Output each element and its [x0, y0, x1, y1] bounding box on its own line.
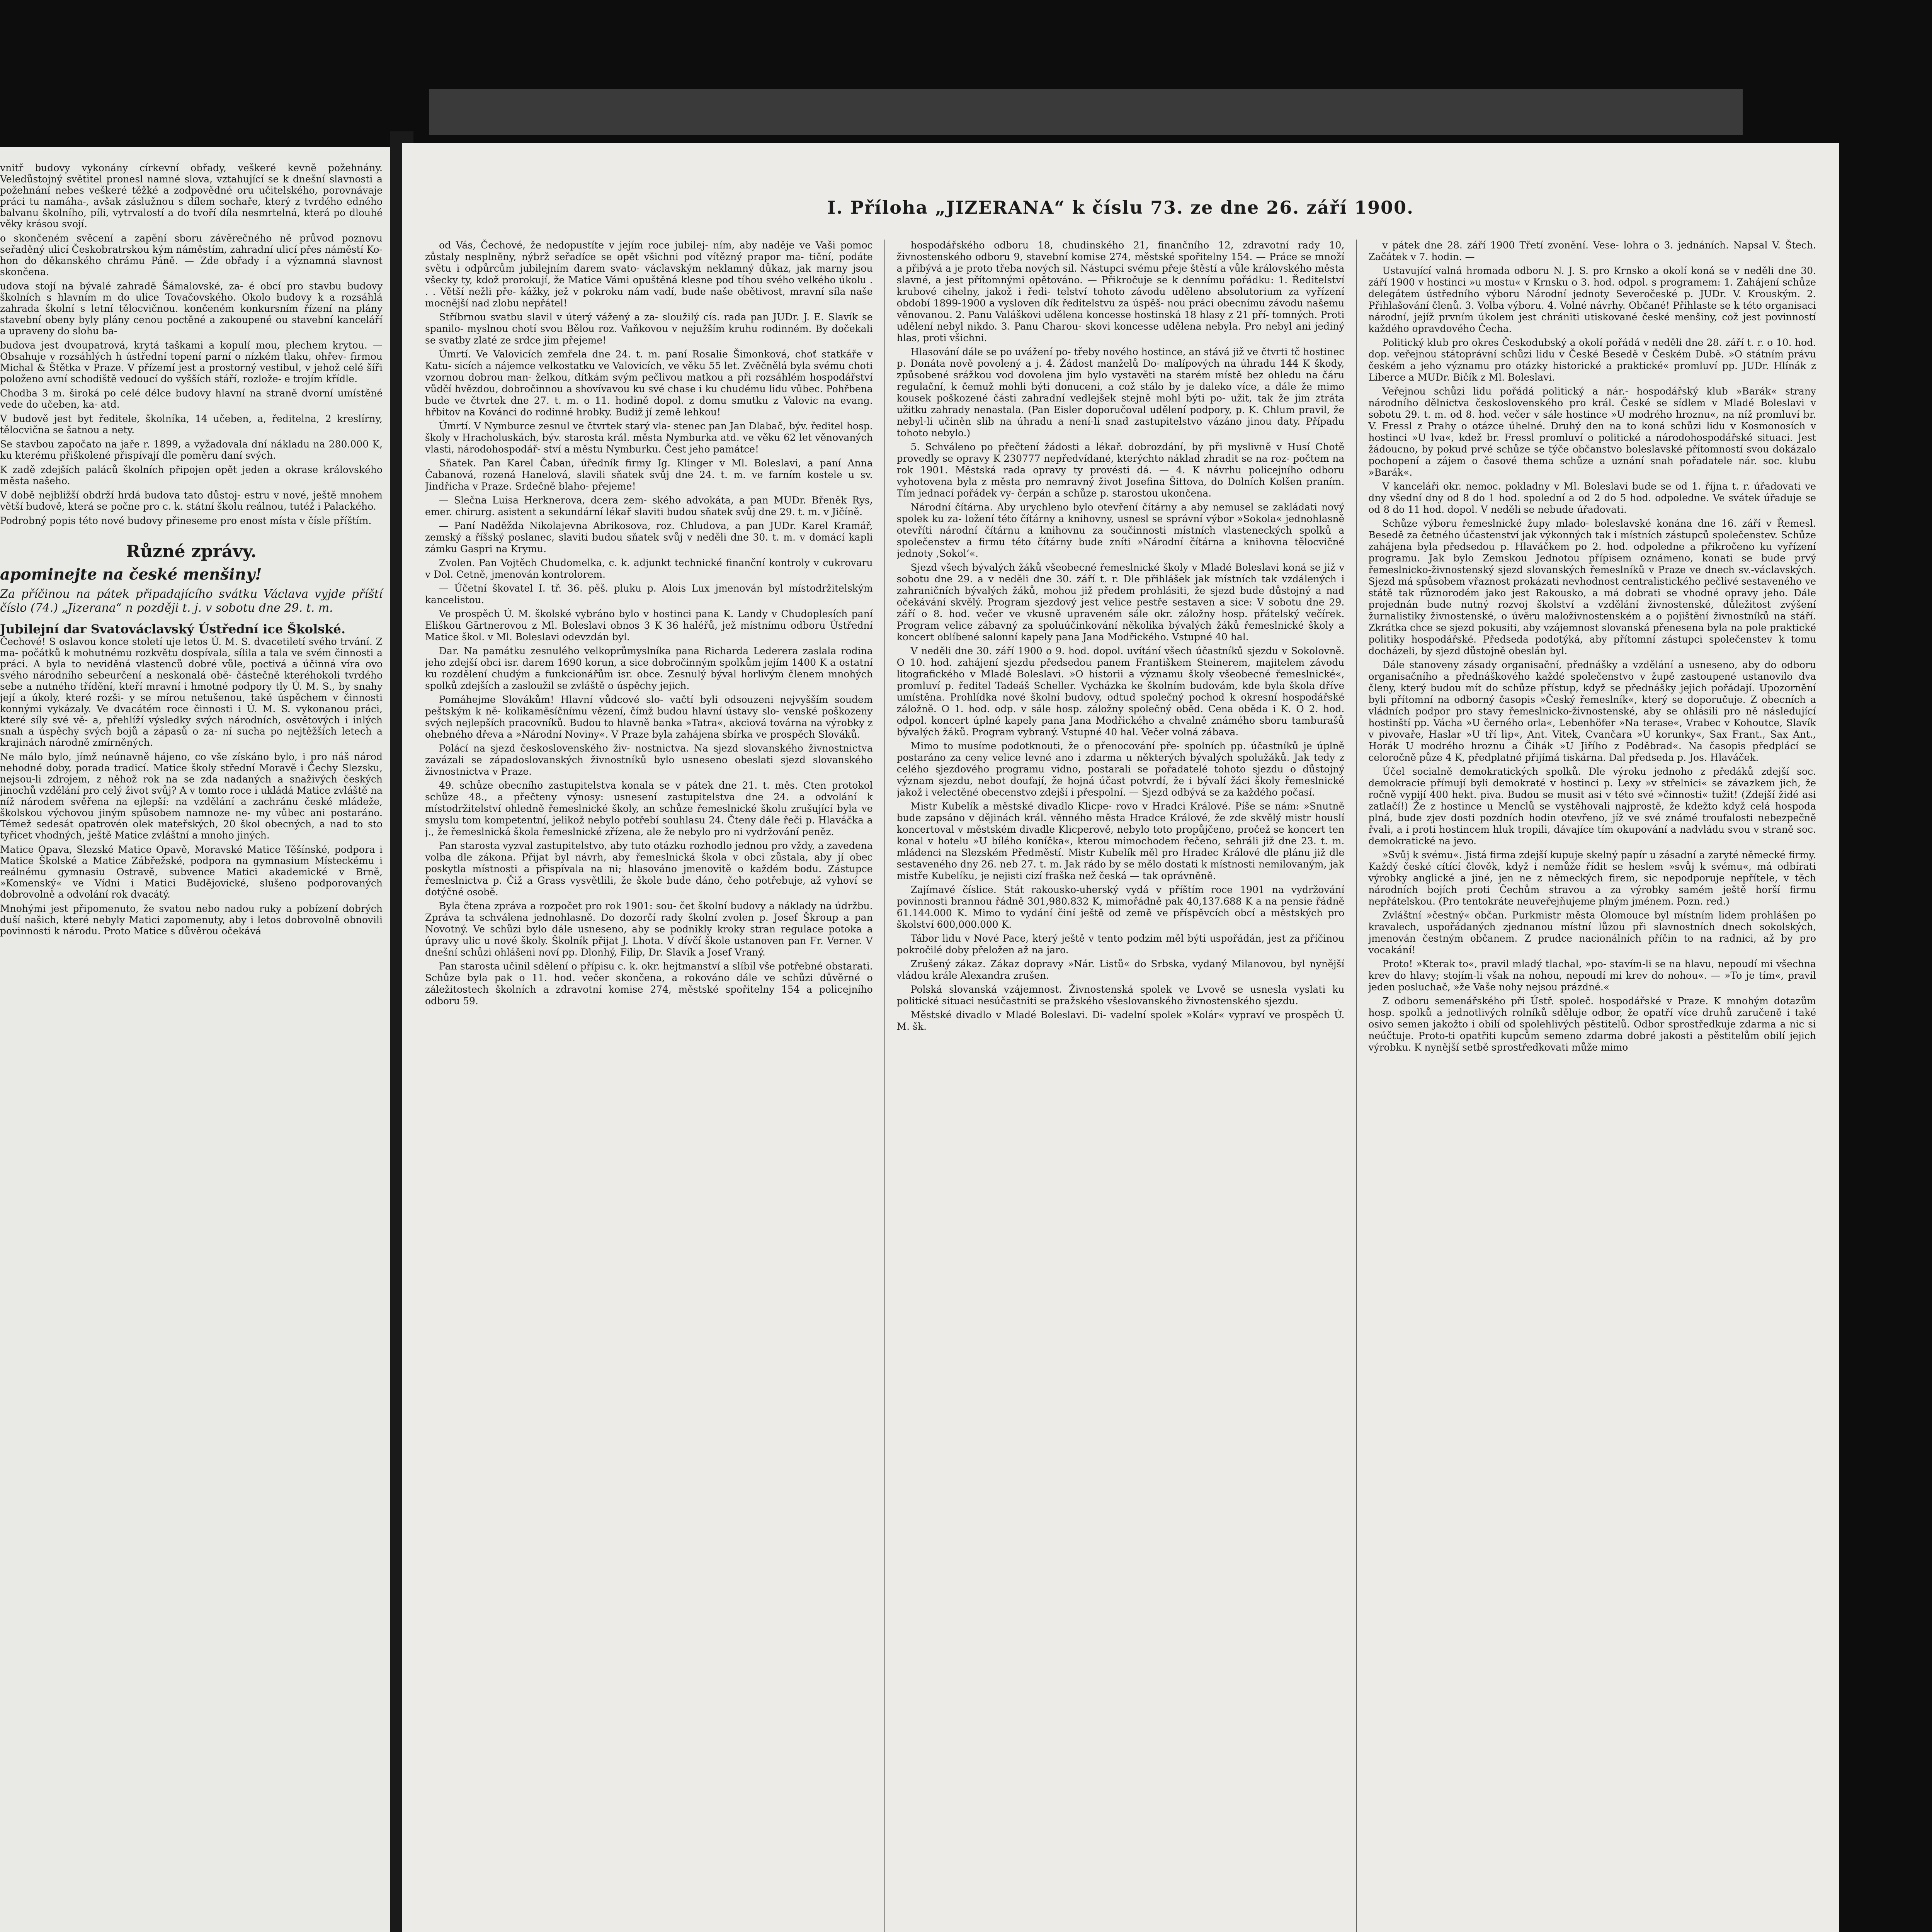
left-paragraph: Podrobný popis této nové budovy přineseme pro enost místa v čísle příštím. — [0, 515, 372, 526]
article-paragraph: Politický klub pro okres Českodubský a okolí pořádá v neděli dne 28. září t. r. o 10. hod. dop. veřejnou státoprávní schůzi lidu v České Besedě v Českém Dubě. »O státním právu českém a jeho významu pro otázky historické a praktické« promluví pp. JUDr. Hlínák z Liberce a MUDr. Bičík z Ml. Boleslavi. — [1368, 337, 1816, 383]
article-paragraph: — Paní Naděžda Nikolajevna Abrikosova, roz. Chludova, a pan JUDr. Karel Kramář, zemský a říšský poslanec, slaviti budou sňatek svůj v neděli dne 30. t. m. v domácí kapli zámku Gaspri na Krymu. — [425, 520, 873, 554]
article-paragraph: Pan starosta učinil sdělení o přípisu c. k. okr. hejtmanství a slíbil vše potřebné obstarati. Schůze byla pak o 11. hod. večer skončena, a rokováno dále ve schůzi důvěrné o záležitostech školních a zdravotní komise 274, městské spořitelny 154 a policejního odboru 59. — [425, 961, 873, 1007]
page-header: I. Příloha „JIZERANA“ k číslu 73. ze dne 26. září 1900. — [827, 197, 1414, 218]
article-heading: Jubilejní dar Svatováclavský Ústřední ice Školské. — [0, 622, 345, 636]
column-rule — [1356, 240, 1357, 1932]
article-paragraph: Zvolen. Pan Vojtěch Chudomelka, c. k. adjunkt technické finanční kontroly v cukrovaru v Dol. Cetně, jmenován kontrolorem. — [425, 557, 873, 580]
article-paragraph: Mistr Kubelík a městské divadlo Klicpe- rovo v Hradci Králové. Píše se nám: »Snutně bude zapsáno v dějinách král. věnného města Hradce Králové, že zde skvělý mistr houslí koncertoval v městském divadle Klicperově, nebylo toto propůjčeno, pročež se koncert ten konal v hotelu »U bílého koníčka«, kterou mimochodem řečeno, sehráli již dne 23. t. m. mládenci na Slezském Předměstí. Mistr Kubelík měl pro Hradec Králové dle plánu již dle sestaveného dny 26. neb 27. t. m. Jak rádo by se mělo dostati k místnosti nemilovaným, jak mistře Kubelíku, je nejisti cizí fraška než česká — tak oprávněně. — [896, 801, 1345, 881]
left-page — [0, 147, 390, 1932]
article-paragraph: Sňatek. Pan Karel Čaban, úředník firmy Ig. Klinger v Ml. Boleslavi, a paní Anna Čabanová, rozená Hanelová, slavili sňatek svůj dne 24. t. m. ve farním kostele u sv. Jindřicha v Praze. Srdečně blaho- přejeme! — [425, 457, 873, 492]
article-paragraph: Stříbrnou svatbu slavil v úterý vážený a za- sloužilý cís. rada pan JUDr. J. E. Slavík se spanilo- myslnou chotí svou Bělou roz. Vaňkovou v nejužším kruhu rodinném. By dočekali se svatby zlaté ze srdce jim přejeme! — [425, 311, 873, 346]
left-paragraph: V budově jest byt ředitele, školníka, 14 učeben, a, ředitelna, 2 kreslírny, tělocvična se šatnou a nety. — [0, 413, 383, 435]
right-page — [402, 143, 1839, 1932]
left-paragraph: Ne málo bylo, jímž neúnavně hájeno, co vše získáno bylo, i pro náš národ nehodné doby, porada tradicí. Matice školy střední Moravě i Čechy Slezsku, nejsou-li zdrojem, z něhož rok na se zda nadaných a snaživých českých jinochů vzdělání pro celý život svůj? A v tomto roce i ukládá Matice zvláště na níž národem svěřena na ejlepší: na vzdělání a zachránu české mládeže, školskou výchovou jiným spůsobem namnoze ne- my vůbec ani postaráno. Témež sedesát opatrovén olek mateřských, 20 škol obecných, a nad to sto tyřicet vhodných, ještě Matice zvláštní a mnoho jiných. — [0, 751, 383, 841]
article-paragraph: Účel socialně demokratických spolků. Dle výroku jednoho z předáků zdejší soc. demokracie přímují byli demokraté v hostinci p. Lexy »v střelnici« se závazkem jich, že ročně vypijí 400 hekt. piva. Budou se musit asi v této své »činnosti« tužit! (Zdejší židé asi zatlačí!) Že z hostince u Menclů se vystěhovali najprostě, že kdežto když celá hospoda plná, bude zjev dosti pozdních hodin otevřeno, jíž ve své známé troufalosti nebezpečně řvali, a i proti hostincem hluk tropili, dávajíce tím okupování a nadvládu svou v straně soc. demokratické na jevo. — [1368, 766, 1816, 847]
article-paragraph: Úmrtí. Ve Valovicích zemřela dne 24. t. m. paní Rosalie Šimonková, choť statkáře v Katu- sicích a nájemce velkostatku ve Valovicích, ve věku 55 let. Zvěčnělá byla svému choti vzornou dobrou man- želkou, dítkám svým pečlivou matkou a při rozsáhlém hospodářství vůdčí hvězdou, dobročinnou a shovívavou ku své chase i ku chudému lidu vůbec. Pohřbena bude ve čtvrtek dne 27. t. m. o 11. hodině dopol. z domu smutku z Valovic na evang. hřbitov na Kovánci do rodinné hrobky. Budiž jí země lehkou! — [425, 349, 873, 418]
article-paragraph: Zajímavé číslice. Stát rakousko-uherský vydá v příštím roce 1901 na vydržování povinnosti brannou řádně 301,980.832 K, mimořádně pak 40,137.688 K a na pensie řádně 61.144.000 K. Mimo to vydání činí ještě od země ve příspěvcích obcí a městských pro školství 600,000.000 K. — [896, 884, 1345, 930]
left-paragraph: Chodba 3 m. široká po celé délce budovy hlavní na straně dvorní umístěné vede do učeben, ka- atd. — [0, 388, 383, 410]
left-paragraph: V době nejbližší obdrží hrdá budova tato důstoj- estru v nové, ještě mnohem větší budově, která se počne pro c. k. státní školu reálnou, tutéž i Palackého. — [0, 490, 383, 512]
notice-italic: Za příčinou na pátek připadajícího svátku Václava vyjde příští číslo (74.) „Jizerana“ n později t. j. v sobotu dne 29. t. m. — [0, 587, 383, 615]
torn-page-edge — [429, 89, 1743, 135]
article-paragraph: — Slečna Luisa Herknerova, dcera zem- ského advokáta, a pan MUDr. Břeněk Rys, emer. chirurg. asistent a sekundární lékař slaviti budou sňatek svůj dne 29. t. m. v Jičíně. — [425, 495, 873, 517]
article-paragraph: Národní čítárna. Aby urychleno bylo otevření čítárny a aby nemusel se zakládati nový spolek ku za- ložení této čítárny a knihovny, usnesl se správní výbor »Sokola« jednohlasně otevříti národní čítárnu a knihovnu za součinnosti místních vlasteneckých spolků a společenstev a firmu této čítárny bude zníti »Národní čítárna a knihovna tělocvičné jednoty ‚Sokol‘«. — [896, 502, 1345, 559]
article-paragraph: 5. Schváleno po přečtení žádosti a lékař. dobrozdání, by při myslivně v Husí Chotě provedly se opravy K 230777 nepředvídané, kterýchto náklad zhradit se na roz- počtem na rok 1901. Městská rada opravy ty provésti dá. — 4. K návrhu policejního odboru vyhotovena byla z města pro nemravný život Josefina Šittova, do Dolních Kolšen praním. Tím jednací pořádek vy- čerpán a schůze p. starostou ukončena. — [896, 441, 1345, 499]
left-paragraph: K zadě zdejších paláců školních připojen opět jeden a okrase královského města našeho. — [0, 464, 383, 486]
article-paragraph: V neděli dne 30. září 1900 o 9. hod. dopol. uvítání všech účastníků sjezdu v Sokolovně. O 10. hod. zahájení sjezdu předsedou panem Františkem Steinerem, majitelem závodu litografického v Mladé Boleslavi. »O historii a významu školy všeobecné řemeslnické«, promluví p. ředitel Tadeáš Scheller. Vycházka ke školním budovám, kde byla škola dříve umístěna. Prohlídka nové školní budovy, odtud společný pochod k okresní hospodářské záložně. O 1. hod. odp. v sále hosp. záložny společný oběd. Cena oběda i K. O 2. hod. odpol. koncert úplné kapely pana Jana Modřického a chvalně známého sboru tamburašů bývalých žáků. Program vybraný. Vstupné 40 hal. Večer volná zábava. — [896, 645, 1345, 738]
warning-headline: apominejte na české menšiny! — [0, 565, 262, 583]
article-paragraph: Zrušený zákaz. Zákaz dopravy »Nár. Listů« do Srbska, vydaný Milanovou, byl nynější vládou krále Alexandra zrušen. — [896, 958, 1345, 981]
article-paragraph: 49. schůze obecního zastupitelstva konala se v pátek dne 21. t. měs. Cten protokol schůze 48., a přečteny výnosy: usnesení zastupitelstva dne 24. a odvolání k místodržitelství ohledně řemeslnické školy, an schůze řemeslnické školu zrušující byla ve smyslu tom kompetentní, jelikož nebylo potřebí souhlasu 24. Čteny dále řeči p. Hlaváčka a j., že řemeslnická škola řemeslnické zřízena, ale že nebylo pro ni vydržování peněz. — [425, 780, 873, 837]
article-paragraph: Z odboru semenářského při Ústř. společ. hospodářské v Praze. K mnohým dotazům hosp. spolků a jednotlivých rolníků sděluje odbor, že opatří více druhů zaručeně i také osivo semen jakožto i obilí od spolehlivých pěstitelů. Odbor sprostředkuje zdarma a nic si neúčtuje. Proto-ti opatřiti kupcům semeno zdarma dobré jakosti a pěstitelům obilí jejich výrobku. K nynější setbě sprostředkovati může mimo — [1368, 995, 1816, 1053]
article-paragraph: Sjezd všech bývalých žáků všeobecné řemeslnické školy v Mladé Boleslavi koná se již v sobotu dne 29. a v neděli dne 30. září t. r. Dle přihlášek jak místních tak vzdálených i zahraničních bývalých žáků, mohou již předem prohlásiti, že sjezd bude důstojný a nad očekávání skvělý. Program sjezdový jest velice pestře sestaven a sice: V sobotu dne 29. září o 8. hod. večer ve vkusně upraveném sále okr. záložny hosp. přátelský večírek. Program velice zábavný za spoluúčinkování několika bývalých žáků řemeslnické školy a koncert oblíbené salonní kapely pana Jana Modřického. Vstupné 40 hal. — [896, 562, 1345, 643]
article-paragraph: Ustavující valná hromada odboru N. J. S. pro Krnsko a okolí koná se v neděli dne 30. září 1900 v hostinci »u mostu« v Krnsku o 3. hod. odpol. s programem: 1. Zahájení schůze delegátem ústředního výboru Národní jednoty Severočeské p. JUDr. V. Krouským. 2. Přihlašování členů. 3. Volba výboru. 4. Volné návrhy. Občané! Přihlaste se k této organisaci národní, jejíž prvním úkolem jest chrániti utiskované české menšiny, což jest povinností každého opravdového Čecha. — [1368, 265, 1816, 334]
article-paragraph: — Účetní škovatel I. tř. 36. pěš. pluku p. Alois Lux jmenován byl místodržitelským kancelistou. — [425, 583, 873, 605]
article-paragraph: Dále stanoveny zásady organisační, přednášky a vzdělání a usneseno, aby do odboru organisačního a přednáškového každé společenstvo v župě zastoupené ustanovilo dva členy, který budou mít do schůze přístup, když se přednášky jejich pořádají. Upozornění byli přítomní na odborný časopis »Český řemeslník«, který se doporučuje. Z obecních a vládních podpor pro stavy řemeslnicko-živnostenské, aby se ohlásili pro ně následující hostinští pp. Vácha »U černého orla«, Lebenhöfer »Na terase«, Vrabec v Kohoutce, Slavík v pivovaře, Haslar »U tří lip«, Ant. Vitek, Cvančara »U korunky«, Sax Frant., Sax Ant., Horák U modrého hroznu a Čihák »U Jiřího z Poděbrad«. Na časopis předplácí se celoročně půze 4 K, předplatné přijímá tiskárna. Dal předseda p. Jos. Hlaváček. — [1368, 659, 1816, 763]
article-paragraph: Pomáhejme Slovákům! Hlavní vůdcové slo- vačtí byli odsouzeni nejvyšším soudem peštským k ně- kolikaměsíčnímu vězení, čímž budou hlavní ústavy slo- venské poškozeny svých nejlepších pracovníků. Budou to hlavně banka »Tatra«, akciová továrna na výrobky z ohebného dřeva a »Národní Noviny«. V Praze byla zahájena sbírka ve prospěch Slováků. — [425, 694, 873, 740]
left-paragraph: o skončeném svěcení a zapění sboru závěrečného ně průvod poznovu seřaděný ulicí Českobratrskou kým náměstím, zahradní ulicí přes náměstí Ko- hon do děkanského chrámu Páně. — Zde obřady í a významná slavnost skončena. — [0, 233, 383, 277]
article-paragraph: Tábor lidu v Nové Pace, který ještě v tento podzim měl býti uspořádán, jest za příčinou pokročilé doby přeložen až na jaro. — [896, 933, 1345, 956]
column-3 — [1368, 240, 1816, 1932]
article-paragraph: Ve prospěch Ú. M. školské vybráno bylo v hostinci pana K. Landy v Chudoplesích paní Eliškou Gärtnerovou z Ml. Boleslavi obnos 3 K 36 haléřů, jež místnímu odboru Ústřední Matice škol. v Ml. Boleslavi odevzdán byl. — [425, 608, 873, 643]
article-paragraph: Dar. Na památku zesnulého velkoprůmyslníka pana Richarda Lederera zaslala rodina jeho zdejší obci isr. darem 1690 korun, a sice dobročinným spolkům jejím 1400 K a ostatní ku rozdělení chudým a funkcionářům isr. obce. Zesnulý býval horlivým členem mnohých spolků zdejších a zasloužil se zvláště o úspěchy jejich. — [425, 645, 873, 691]
article-paragraph: Mimo to musíme podotknouti, že o přenocování pře- spolních pp. účastníků je úplně postaráno za ceny velice levné ano i zdarma u některých bývalých spolužáků. Jak tedy z celého sjezdového programu vidno, postarali se pořadatelé tohoto sjezdu o důstojný význam sjezdu, nebot doufají, že hojná účast potvrdí, že i bývalí žáci školy řemeslnické jakož i velectěné obecenstvo zdejší i přespolní. — Sjezd odbývá se za každého počasí. — [896, 740, 1345, 798]
left-paragraph: Se stavbou započato na jaře r. 1899, a vyžadovala dní nákladu na 280.000 K, ku kterému přiškolené přispívají dle poměru daní svých. — [0, 439, 383, 461]
article-paragraph: hospodářského odboru 18, chudinského 21, finančního 12, zdravotní rady 10, živnostenského odboru 9, stavební komise 274, městské spořitelny 154. — Práce se množí a přibývá a je proto třeba nových sil. Nástupci svému přeje štěstí a vůle královského města slavné, a jest přítomnými opětováno. — Přikročuje se k dennímu pořádku: 1. Ředitelství krubové cihelny, jakož i ředi- telství tohoto závodu uděleno absolutorium za vyřízení období 1899-1900 a vysloven dík ředitelstvu za úspěš- nou práci obecnímu závodu našemu věnovanou. 2. Panu Valáškovi udělena koncesse hostinská 18 hlasy z 21 pří- tomných. Proti udělení nebyl nikdo. 3. Panu Charou- skovi koncesse udělena nebyla. Pro nebyl ani jediný hlas, proti všichni. — [896, 240, 1345, 344]
column-rule — [884, 240, 885, 1932]
article-paragraph: »Svůj k svému«. Jistá firma zdejší kupuje skelný papír u zásadní a zaryté německé firmy. Každý české cítící člověk, když i nemůže řídit se heslem »svůj k svému«, má odbírati výrobky anglické a jiné, jen ne z německých firem, sic nepodporuje nepřítele, v těch národních bojích proti Čechům stravou a za výrobky samém ještě horší firmu nepřátelskou. (Pro tentokráte neuveřejňujeme plným jménem. Pozn. red.) — [1368, 849, 1816, 907]
left-paragraph: Čechové! S oslavou konce století uje letos Ú. M. S. dvacetiletí svého trvání. Z ma- počátků k mohutnému rozkvětu dospívala, sílila a tala ve svém činnosti a práci. A byla to neviděná vlastenců dobré vůle, poctivá a účinná víra ovo svého národního sebeurčení a neskonalá obě- částečně kteréhokoli tvrdého sebe a nutného třídění, kteří mravní i hmotné podpory tly Ú. M. S., by snahy její a úkoly, které rozši- y se mírou netušenou, také úspěchem v činnosti konnými vykázaly. Ve dvacátém roce činnosti i Ú. M. S. vykonanou práci, které síly své vě- a, přehlíží výsledky svých národních, osvětových i inlých snah a úspěchy svých bojů a zápasů o za- ní sucha po nejtěžších letech a krajinách národně zmírněných. — [0, 636, 383, 748]
article-paragraph: Hlasování dále se po uvážení po- třeby nového hostince, an stává již ve čtvrti tč hostinec p. Donáta nově povolený a j. 4. Žádost manželů Do- malípových na úhradu 144 K škody, způsobené srážkou vod dovolena jim bylo vystavěti na starém místě bez ohledu na čáru regulační, k čemuž mohli býti donuceni, a což stálo by je daleko více, a dále že mimo kousek poškozené části zahradní vedlejšek stejně mohl býti po- užit, tak že jim ztráta užitku zahrady nenastala. (Pan Eisler doporučoval udělení podpory, p. K. Chlum pravil, že nebyl-li učiněn slib na úhradu a není-li snad zastupitelstvo vázáno jinou daty. Případu tohoto nebylo.) — [896, 346, 1345, 439]
article-paragraph: Veřejnou schůzi lidu pořádá politický a nár.- hospodářský klub »Barák« strany národního dělnictva československého pro král. České se sídlem v Mladé Boleslavi v sobotu 29. t. m. od 8. hod. večer v sále hostince »U modrého hroznu«, na níž promluví br. V. Fressl z Prahy o otázce úhelné. Druhý den na to koná schůzi lidu v Kosmonosích v hostinci »U lva«, kdež br. Fressl promluví o politické a národohospodářské situaci. Jest žádoucno, by pokud prvé schůze se týče občanstvo boleslavské přítomností svou dokázalo pochopení a zájem o časové thema schůze a uznání snah pořadatele nár. soc. klubu »Barák«. — [1368, 386, 1816, 478]
left-page-content — [0, 162, 383, 940]
left-paragraph: Matice Opava, Slezské Matice Opavě, Moravské Matice Těšínské, podpora i Matice Školské a Matice Zábřežské, podpora na gymnasium Místeckému i reálnému gymnasiu Ostravě, subvence Matici akademické v Brně, »Komenský« ve Vídni i Matici Budějovické, slušeno podporovaných dobrovolně a odvolání rok dvacátý. — [0, 844, 383, 900]
article-paragraph: Schůze výboru řemeslnické župy mlado- boleslavské konána dne 16. září v Řemesl. Besedě za četného účastenství jak výkonných tak i místních zástupců společenstev. Schůze zahájena byla předsedou p. Hlaváčkem po 2. hod. odpoledne a přikročeno ku vyřízení programu. Jak bylo Zemskou Jednotou přípisem oznámeno, konati se bude prvý řemeslnicko-živnostenský sjezd slovanských řemeslníků v Praze ve dnech sv.-václavských. Sjezd má spůsobem vřaznost prokázati nevhodnost centralistického pečlivé sestaveného ve státě tak různorodém jako jest Rakousko, a má dobrati se vhodné opravy jeho. Dále projednán bude nutný rozvoj školství a vzdělání živnostenské, důležitost zvýšení žurnalistiky živnostenské, o úvěru maloživnostenském a o pojištění živnostníků na stáří. Zkrátka chce se sjezd pokusiti, aby vzájemnost slovanská přenesena byla na pole praktické politiky hospodářské. Předseda podotýká, aby přítomní zástupci společenstev k tomu docházeli, by sjezd důstojně obeslán byl. — [1368, 518, 1816, 656]
article-paragraph: od Vás, Čechové, že nedopustíte v jejím roce jubilej- ním, aby naděje ve Vaši pomoc zůstaly nesplněny, nýbrž seřadíce se opět všichni pod vítězný prapor ma- tiční, podáte světu i odpůrcům jubilejním darem svato- václavským neklamný důkaz, jak marny jsou všecky ty, kdož prorokují, že Matice Vámi opuštěná klesne pod tíhou svého velkého úkolu . . . Větší nežli pře- kážky, jež v pokroku nám vadí, bude naše obětivost, mravní síla naše mocnější nad zlobu nepřátel! — [425, 240, 873, 309]
article-paragraph: Polská slovanská vzájemnost. Živnostenská spolek ve Lvově se usnesla vyslati ku politické situaci nesúčastniti se pražského všeslovanského živnostenského sjezdu. — [896, 984, 1345, 1007]
left-paragraph: udova stojí na bývalé zahradě Šámalovské, za- é obcí pro stavbu budovy školních s hlavním m do ulice Tovačovského. Okolo budovy k a rozsáhlá zahrada školní s letní tělocvičnou. končeném konkursním řízení na plány stavební obeny byly plány cenou poctěné a zakoupené ou stavební kanceláří a upraveny do slohu ba- — [0, 281, 383, 337]
article-paragraph: Pan starosta vyzval zastupitelstvo, aby tuto otázku rozhodlo jednou pro vždy, a zavedena volba dle zákona. Přijat byl návrh, aby řemeslnická škola v obci zůstala, aby jí obec poskytla místnosti a přispívala na ni; hlasováno jmenovitě o každém bodu. Zástupce řemeslnictva p. Čiž a Grass vysvětlili, že škole bude dáno, čeho potřebuje, až vyhoví se dotýčné osobě. — [425, 840, 873, 898]
column-2 — [897, 240, 1345, 1932]
article-paragraph: Městské divadlo v Mladé Boleslavi. Di- vadelní spolek »Kolár« vypraví ve prospěch Ú. M. šk. — [896, 1009, 1345, 1032]
column-1 — [425, 240, 873, 1932]
article-paragraph: Zvláštní »čestný« občan. Purkmistr města Olomouce byl místním lidem prohlášen po kravalech, uspořádaných zjednanou místní lůzou při slavnostních dnech sokolských, jmenován čestným občanem. Z prudce nacionálních příčin to na radnici, až by pro vocakání! — [1368, 910, 1816, 956]
article-paragraph: Byla čtena zpráva a rozpočet pro rok 1901: sou- čet školní budovy a náklady na údržbu. Zpráva ta schválena jednohlasně. Do dozorčí rady školní zvolen p. Josef Škroup a pan Novotný. Ve schůzi bylo dále usneseno, aby se podnikly kroky stran regulace potoka a úpravy ulic u nové školy. Školník přijat J. Lhota. V dívčí škole ustanoven pan Fr. Verner. V dnešní schůzi ohlášeni noví pp. Dlonhý, Filip, Dr. Slavík a Josef Vraný. — [425, 900, 873, 958]
left-paragraph: vnitř budovy vykonány církevní obřady, veškeré kevně požehnány. Veledůstojný světitel pronesl namné slova, vztahující se k dnešní slavnosti a požehnání nebes veškeré těžké a zodpovědné oru učitelského, porovnávaje práci tu namáha-, avšak záslužnou s dílem sochaře, který z tvrdého edného balvanu školního, píli, vytrvalostí a do tvoří díla nesmrtelná, která po dlouhé věky krásou svojí. — [0, 162, 383, 230]
text-columns — [425, 240, 1816, 1932]
left-paragraph: Mnohými jest připomenuto, že svatou nebo nadou ruky a pobízení dobrých duší našich, které nebyly Matici zapomenuty, aby i letos dobrovolně obnovili povinnosti k národu. Proto Matice s důvěrou očekává — [0, 903, 383, 937]
article-paragraph: v pátek dne 28. září 1900 Třetí zvonění. Vese- lohra o 3. jednáních. Napsal V. Štech. Začátek v 7. hodin. — — [1368, 240, 1816, 262]
article-paragraph: Polácí na sjezd československého živ- nostnictva. Na sjezd slovanského živnostnictva zavázali se západoslovanských živnostníků bylo usneseno obeslati sjezd slovanského živnostnictva v Praze. — [425, 743, 873, 777]
article-paragraph: Úmrtí. V Nymburce zesnul ve čtvrtek starý vla- stenec pan Jan Dlabač, býv. ředitel hosp. školy v Hracholuskách, býv. starosta král. města Nymburka atd. ve věku 62 let věnovaných vlasti, národohospodář- ství a městu Nymburku. Čest jeho památce! — [425, 420, 873, 455]
article-paragraph: V kanceláři okr. nemoc. pokladny v Ml. Boleslavi bude se od 1. října t. r. úřadovati ve dny všední dny od 8 do 1 hod. spolední a od 2 do 5 hod. odpoledne. Ve svátek úřaduje se od 8 do 11 hod. dopol. V neděli se nebude úřadovati. — [1368, 481, 1816, 515]
section-title: Různé zprávy. — [126, 542, 257, 561]
article-paragraph: Proto! »Kterak to«, pravil mladý tlachal, »po- stavím-li se na hlavu, nepoudí mi všechna krev do hlavy; stojím-li však na nohou, nepoudí mi krev do nohou«. — »To je tím«, pravil jeden posluchač, »že Vaše nohy nejsou prázdné.« — [1368, 958, 1816, 993]
left-paragraph: budova jest dvoupatrová, krytá taškami a kopulí mou, plechem krytou. — Obsahuje v rozsáhlých h ústřední topení parní o nízkém tlaku, ohřev- firmou Michal & Štětka v Praze. V přízemí jest a prostorný vestibul, v jehož celé šíři položeno avní schodiště vedoucí do vyšších stáří, rozlože- e trojím křídle. — [0, 340, 383, 384]
